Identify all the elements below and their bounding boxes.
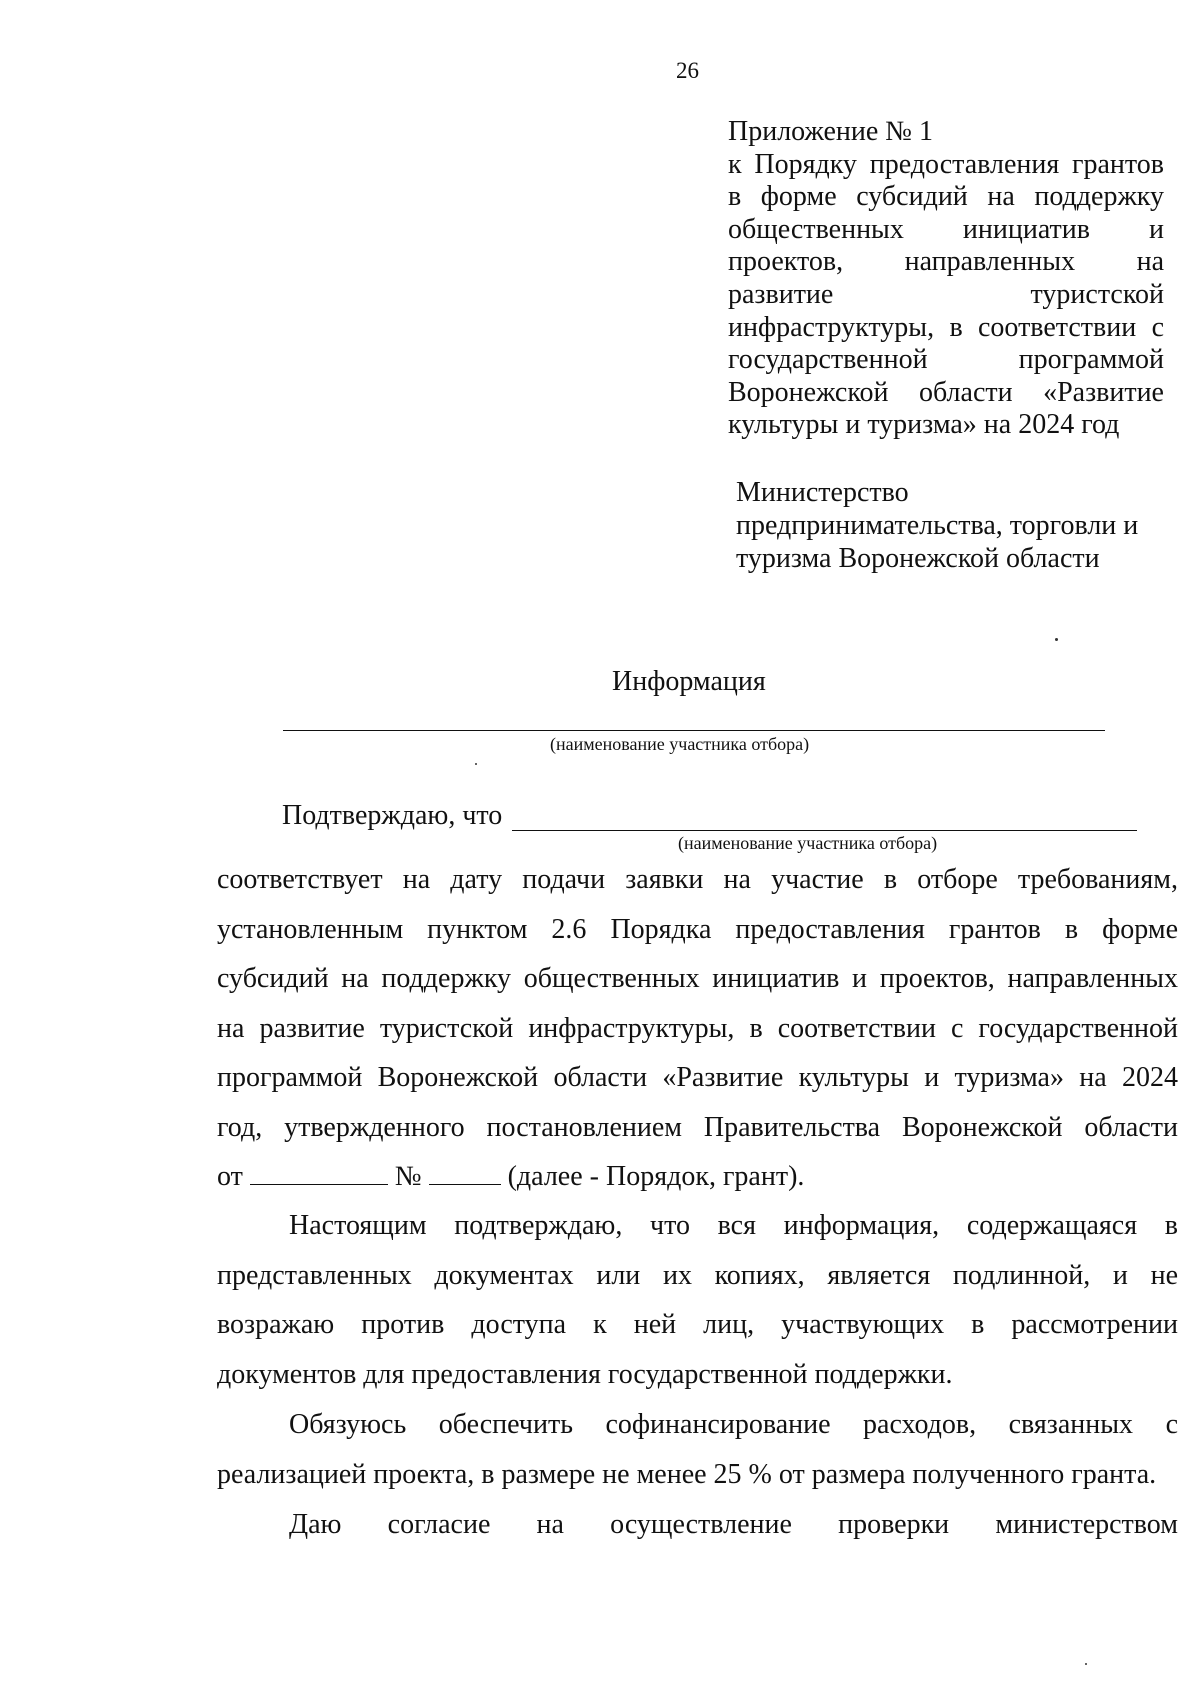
paragraph-line: Обязуюсь обеспечить софинансирование расходов, связанных с (289, 1409, 1178, 1440)
number-blank (429, 1162, 501, 1185)
reference-suffix: (далее - Порядок, грант). (507, 1161, 805, 1192)
paragraph-line: Настоящим подтверждаю, что вся информация, содержащаяся в (289, 1210, 1178, 1241)
date-blank (250, 1162, 388, 1185)
annex-line: проектов, направленных на (728, 246, 1164, 278)
paragraph-line: год, утвержденного постановлением Правительства Воронежской области (217, 1111, 1178, 1143)
document-title: Информация (612, 666, 766, 697)
annex-title: Приложение № 1 (728, 116, 933, 147)
ministry-line: туризма Воронежской области (736, 543, 1100, 574)
annex-header (728, 116, 1164, 442)
paragraph-line: соответствует на дату подачи заявки на участие в отборе требованиям, (217, 864, 1178, 895)
paragraph-line: субсидий на поддержку общественных инициатив и проектов, направленных (217, 963, 1178, 994)
confirm-lead: Подтверждаю, что (282, 800, 503, 831)
paragraph-line: установленным пунктом 2.6 Порядка предоставления грантов в форме (217, 913, 1178, 945)
cofinancing-paragraph (217, 1400, 1178, 1499)
confirm-paragraph (217, 855, 1178, 1202)
annex-line: к Порядку предоставления грантов (728, 148, 1164, 180)
annex-line: культуры и туризма» на 2024 год (728, 409, 1120, 441)
paragraph-line: возражаю против доступа к ней лиц, участвующих в рассмотрении (217, 1309, 1178, 1340)
paragraph-line: представленных документах или их копиях, является подлинной, и не (217, 1259, 1178, 1291)
participant-name-caption: (наименование участника отбора) (678, 833, 938, 853)
annex-line: Воронежской области «Развитие (728, 376, 1164, 408)
paragraph-line: Даю согласие на осуществление проверки министерством (289, 1509, 1178, 1540)
number-sign: № (394, 1161, 422, 1192)
authenticity-paragraph (217, 1201, 1178, 1399)
annex-line: развитие туристской (728, 278, 1164, 310)
consent-paragraph (217, 1500, 1178, 1550)
scan-speck (475, 763, 477, 765)
from-label: от (217, 1161, 243, 1192)
ministry-line: предпринимательства, торговли и (736, 510, 1139, 541)
scan-speck (1085, 1663, 1087, 1665)
paragraph-line: документов для предоставления государственной поддержки. (217, 1358, 953, 1390)
annex-line: инфраструктуры, в соответствии с (728, 311, 1164, 343)
participant-name-line (283, 730, 1105, 731)
scan-speck (1055, 638, 1058, 641)
addressee-ministry (736, 476, 1176, 575)
page-number: 26 (676, 58, 699, 83)
paragraph-line (217, 1152, 1178, 1202)
ministry-line: Министерство (736, 477, 909, 508)
paragraph-line: реализацией проекта, в размере не менее 25 % от размера полученного гранта. (217, 1458, 1157, 1490)
annex-line: государственной программой (728, 344, 1164, 376)
paragraph-line: на развитие туристской инфраструктуры, в соответствии с государственной (217, 1012, 1178, 1044)
paragraph-line: программой Воронежской области «Развитие культуры и туризма» на 2024 (217, 1062, 1178, 1093)
annex-line: в форме субсидий на поддержку (728, 181, 1164, 213)
participant-name-caption: (наименование участника отбора) (550, 734, 810, 754)
annex-line: общественных инициатив и (728, 213, 1164, 245)
participant-name-line (512, 830, 1137, 831)
